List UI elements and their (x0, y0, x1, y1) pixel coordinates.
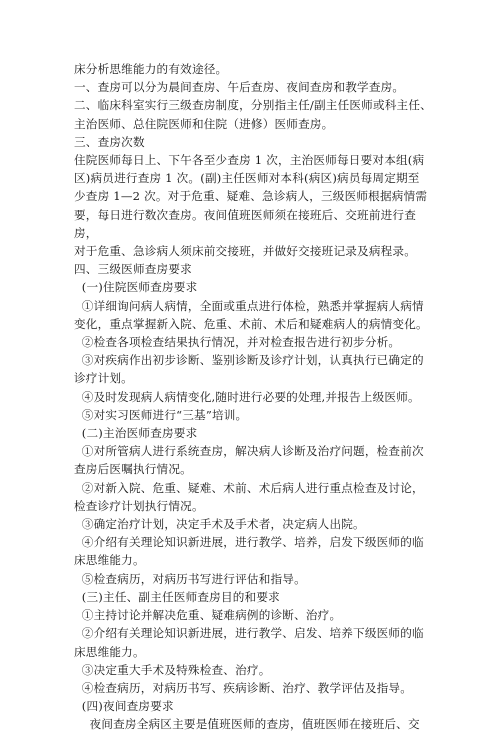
text-line: 二、临床科室实行三级查房制度，分别指主任/副主任医师或科主任、 (74, 98, 432, 113)
text-line: ③决定重大手术及特殊检查、治疗。 (74, 662, 271, 677)
text-line: 住院医师每日上、下午各至少查房 1 次，主治医师每日要对本组(病 (74, 153, 425, 168)
text-line: ⑤对实习医师进行“三基”培训。 (74, 407, 248, 422)
text-line: 少查房 1—2 次。对于危重、疑难、急诊病人，三级医师根据病情需 (74, 189, 428, 204)
subsection-heading: (三)主任、副主任医师查房目的和要求 (74, 589, 280, 604)
text-line: ③对疾病作出初步诊断、鉴别诊断及诊疗计划，认真执行已确定的 (74, 353, 424, 368)
section-heading: 三、查房次数 (74, 134, 145, 149)
text-line: 床思维能力。 (74, 553, 145, 568)
subsection-heading: (二)主治医师查房要求 (74, 426, 198, 441)
section-heading: 四、三级医师查房要求 (74, 262, 192, 277)
text-line: 一、查房可以分为晨间查房、午后查房、夜间查房和教学查房。 (74, 80, 405, 95)
text-line: 主治医师、总住院医师和住院（进修）医师查房。 (74, 116, 334, 131)
text-line: ②对新入院、危重、疑难、术前、术后病人进行重点检查及讨论， (74, 480, 424, 495)
text-line: 床思维能力。 (74, 644, 145, 659)
text-line: ①详细询问病人病情，全面或重点进行体检，熟悉并掌握病人病情 (74, 298, 424, 313)
text-line: ④及时发现病人病情变化,随时进行必要的处理,并报告上级医师。 (74, 389, 420, 404)
subsection-heading: (四)夜间查房要求 (74, 699, 174, 714)
text-line: 床分析思维能力的有效途径。 (74, 62, 228, 76)
text-line: ④介绍有关理论知识新进展，进行教学、培养，启发下级医师的临 (74, 535, 424, 550)
text-line: 诊疗计划。 (74, 371, 133, 386)
text-line: ①对所管病人进行系统查房，解决病人诊断及治疗问题，检查前次 (74, 444, 424, 459)
text-line: 区)病员进行查房 1 次。(副)主任医师对本科(病区)病员每周定期至 (74, 171, 420, 186)
text-line: ①主持讨论并解决危重、疑难病例的诊断、治疗。 (74, 608, 342, 623)
text-line: 检查诊疗计划执行情况。 (74, 498, 204, 513)
subsection-heading: (一)住院医师查房要求 (74, 280, 198, 295)
text-line: 对于危重、急诊病人须床前交接班，并做好交接班记录及病程录。 (74, 244, 417, 259)
text-line: ③确定治疗计划，决定手术及手术者，决定病人出院。 (74, 517, 365, 532)
text-line: 要，每日进行数次查房。夜间值班医师须在接班后、交班前进行查房， (74, 207, 417, 240)
text-line: ②检查各项检查结果执行情况，并对检查报告进行初步分析。 (74, 335, 401, 350)
text-line: ⑤检查病历，对病历书写进行评估和指导。 (74, 571, 306, 586)
text-line: ②介绍有关理论知识新进展，进行教学、启发、培养下级医师的临 (74, 626, 424, 641)
text-line: 夜间查房全病区主要是值班医师的查房，值班医师在接班后、交 (74, 717, 420, 732)
text-line: ④检查病历，对病历书写、疾病诊断、治疗、教学评估及指导。 (74, 680, 413, 695)
text-line: 查房后医嘱执行情况。 (74, 462, 192, 477)
text-line: 变化，重点掌握新入院、危重、术前、术后和疑难病人的病情变化。 (74, 316, 428, 331)
